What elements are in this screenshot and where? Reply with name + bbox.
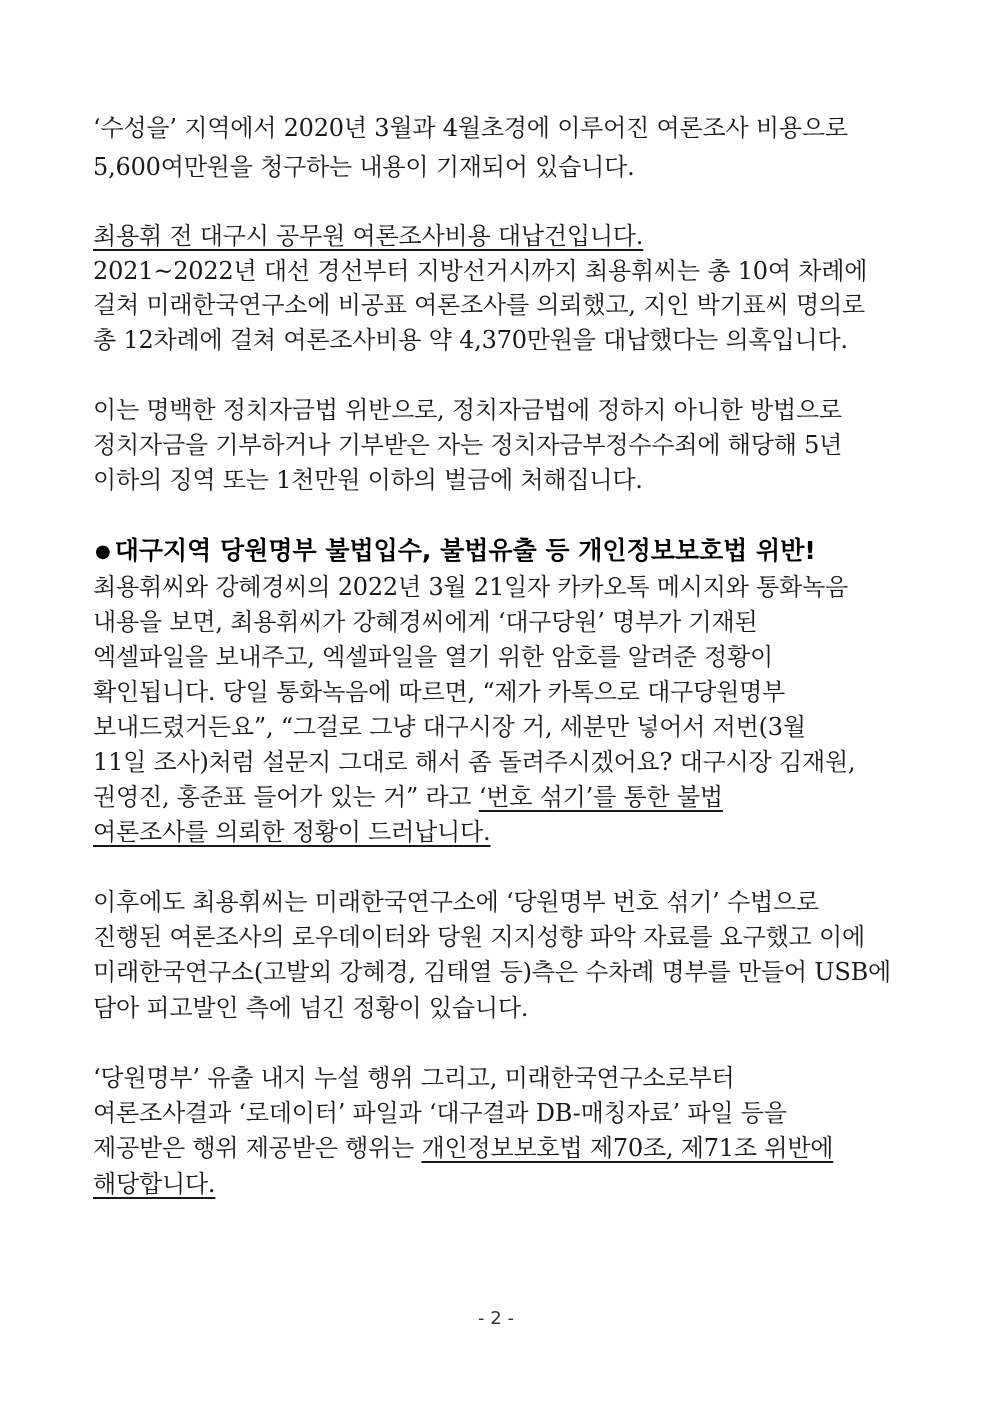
section-heading [95,533,816,570]
line-7-underlined: ‘번호 섞기’를 통한 불법 [478,783,723,811]
line-7-plain: 권영진, 홍준표 들어가 있는 거” 라고 [93,783,479,811]
line-8-underlined: 여론조사를 의뢰한 정황이 드러납니다. [93,818,491,846]
paragraph-3-line-2: 정치자금을 기부하거나 기부받은 자는 정치자금부정수수죄에 해당해 5년 [93,431,843,459]
paragraph-2-title [93,218,643,254]
underlined-title: 최용휘 전 대구시 공무원 여론조사비용 대납건입니다. [93,222,644,250]
paragraph-4-line-4: 확인됩니다. 당일 통화녹음에 따르면, “제가 카톡으로 대구당원명부 [93,678,786,706]
paragraph-6-line-2: 여론조사결과 ‘로데이터’ 파일과 ‘대구결과 DB-매칭자료’ 파일 등을 [93,1099,787,1127]
paragraph-5-line-4: 담아 피고발인 측에 넘긴 정황이 있습니다. [93,994,529,1022]
page-number: - 2 - [478,1308,514,1329]
paragraph-1-line-1: ‘수성을’ 지역에서 2020년 3월과 4월초경에 이루어진 여론조사 비용으로 [93,114,848,142]
paragraph-2-line-1: 2021~2022년 대선 경선부터 지방선거시까지 최용휘씨는 총 10여 차례에 [93,257,868,285]
paragraph-4-line-6: 11일 조사)처럼 설문지 그대로 해서 좀 돌려주시겠어요? 대구시장 김재원, [93,748,856,776]
paragraph-4-line-5: 보내드렸거든요”, “그걸로 그냥 대구시장 거, 세분만 넣어서 저번(3월 [93,713,806,741]
section-heading-text: 대구지역 당원명부 불법입수, 불법유출 등 개인정보보호법 위반! [114,536,816,565]
paragraph-3-line-3: 이하의 징역 또는 1천만원 이하의 벌금에 처해집니다. [93,466,643,494]
paragraph-6-line-4 [93,1166,215,1202]
paragraph-5-line-2: 진행된 여론조사의 로우데이터와 당원 지지성향 파악 자료를 요구했고 이에 [93,923,865,951]
line-4-underlined: 해당합니다. [93,1170,216,1198]
paragraph-3-line-1: 이는 명백한 정치자금법 위반으로, 정치자금법에 정하지 아니한 방법으로 [93,396,842,424]
paragraph-5-line-1: 이후에도 최용휘씨는 미래한국연구소에 ‘당원명부 번호 섞기’ 수법으로 [93,888,819,916]
paragraph-4-line-2: 내용을 보면, 최용휘씨가 강혜경씨에게 ‘대구당원’ 명부가 기재된 [93,608,758,636]
paragraph-6-line-1: ‘당원명부’ 유출 내지 누설 행위 그리고, 미래한국연구소로부터 [93,1064,735,1092]
paragraph-4-line-1: 최용휘씨와 강혜경씨의 2022년 3월 21일자 카카오톡 메시지와 통화녹음 [93,573,849,601]
paragraph-6-line-3 [93,1130,833,1166]
line-3-underlined: 개인정보보호법 제70조, 제71조 위반에 [421,1134,834,1162]
paragraph-4-line-8 [93,814,490,850]
paragraph-2-line-2: 걸쳐 미래한국연구소에 비공표 여론조사를 의뢰했고, 지인 박기표씨 명의로 [93,291,865,319]
paragraph-2-line-3: 총 12차례에 걸쳐 여론조사비용 약 4,370만원을 대납했다는 의혹입니다. [93,326,848,354]
paragraph-1-line-2: 5,600여만원을 청구하는 내용이 기재되어 있습니다. [93,153,635,181]
paragraph-4-line-7 [93,779,723,815]
paragraph-5-line-3: 미래한국연구소(고발외 강혜경, 김태열 등)측은 수차례 명부를 만들어 USB에 [93,958,891,986]
paragraph-4-line-3: 엑셀파일을 보내주고, 엑셀파일을 열기 위한 암호를 알려준 정황이 [93,643,773,671]
line-3-plain: 제공받은 행위 제공받은 행위는 [93,1134,422,1162]
bullet-icon: ● [95,541,111,562]
